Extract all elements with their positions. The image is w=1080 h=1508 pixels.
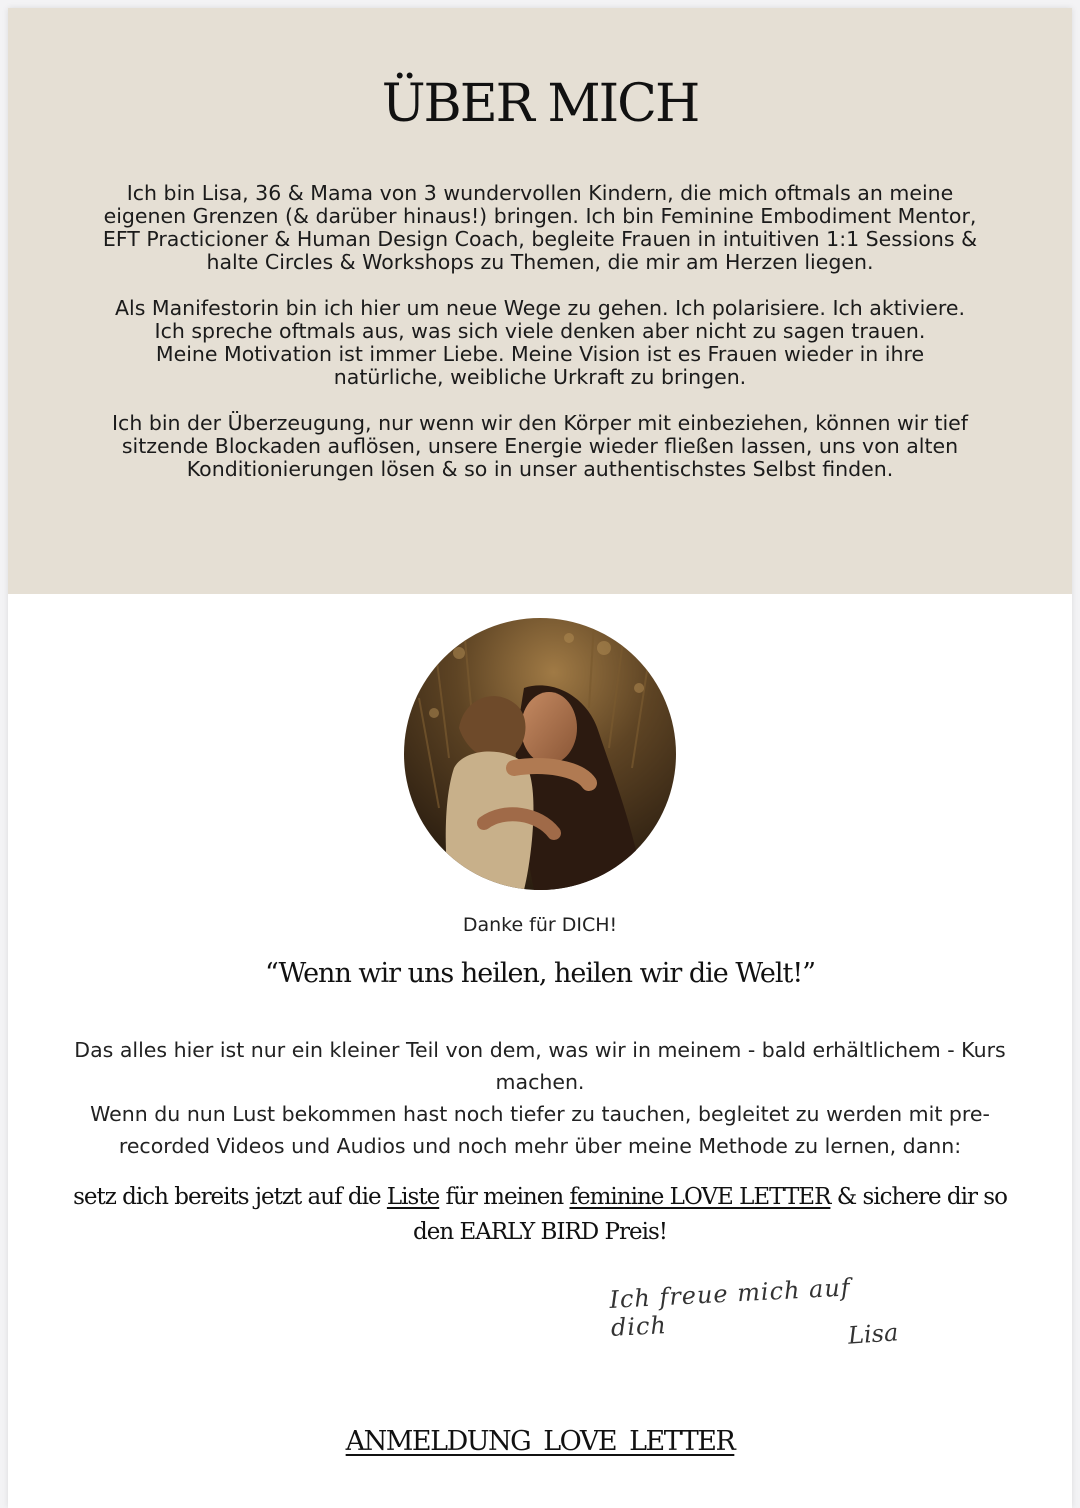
cta-prefix: setz dich bereits jetzt auf die [73, 1184, 387, 1210]
signature-name: Lisa [847, 1318, 900, 1350]
love-letter-link[interactable]: feminine LOVE LETTER [569, 1184, 831, 1210]
signup-love-letter-link[interactable]: ANMELDUNG LOVE LETTER [345, 1426, 735, 1457]
quote: “Wenn wir uns heilen, heilen wir die Welt!” [264, 958, 816, 989]
about-paragraph-manifestor: Als Manifestorin bin ich hier um neue Wege zu gehen. Ich polarisiere. Ich aktiviere. Ich spreche oftmals aus, was sich viele denken aber nicht zu sagen trauen. [115, 296, 965, 343]
about-paragraph-intro: Ich bin Lisa, 36 & Mama von 3 wundervollen Kindern, die mich oftmals an meine eigenen Grenzen (& darüber hinaus!) bringen. Ich bin Feminine Embodiment Mentor, EFT Practicioner & Human Design Coach, begleite Frauen in intuitiven 1:1 Sessions & halte Circles & Workshops zu Themen, die mir am Herzen liegen. [102, 181, 978, 274]
list-link[interactable]: Liste [386, 1184, 440, 1210]
call-to-action [68, 1180, 1012, 1250]
course-description [68, 1034, 1012, 1162]
about-paragraph-conviction: Ich bin der Überzeugung, nur wenn wir den Körper mit einbeziehen, können wir tief sitzende Blockaden auflösen, unsere Energie wieder fließen lassen, uns von alten Konditionierungen lösen & so in unser authentischstes Selbst finden. [112, 411, 968, 481]
about-text [98, 182, 982, 504]
portrait-photo [404, 618, 676, 890]
signature-greeting: Ich freue mich auf dich [608, 1273, 852, 1342]
course-paragraph-intro: Das alles hier ist nur ein kleiner Teil von dem, was wir in meinem - bald erhältlichem - Kurs machen. [74, 1038, 1006, 1094]
page-title: ÜBER MICH [381, 74, 699, 134]
cta-middle: für meinen [439, 1184, 570, 1210]
cta-suffix: & sichere dir so den EARLY BIRD Preis! [412, 1184, 1007, 1245]
page [8, 8, 1072, 1508]
about-section [8, 8, 1072, 594]
signature [604, 1274, 914, 1364]
thanks-text: Danke für DICH! [462, 914, 618, 936]
about-paragraph-motivation: Meine Motivation ist immer Liebe. Meine Vision ist es Frauen wieder in ihre natürliche, weibliche Urkraft zu bringen. [155, 342, 925, 389]
course-paragraph-invitation: Wenn du nun Lust bekommen hast noch tiefer zu tauchen, begleitet zu werden mit pre-recorded Videos und Audios und noch mehr über meine Methode zu lernen, dann: [90, 1102, 990, 1158]
